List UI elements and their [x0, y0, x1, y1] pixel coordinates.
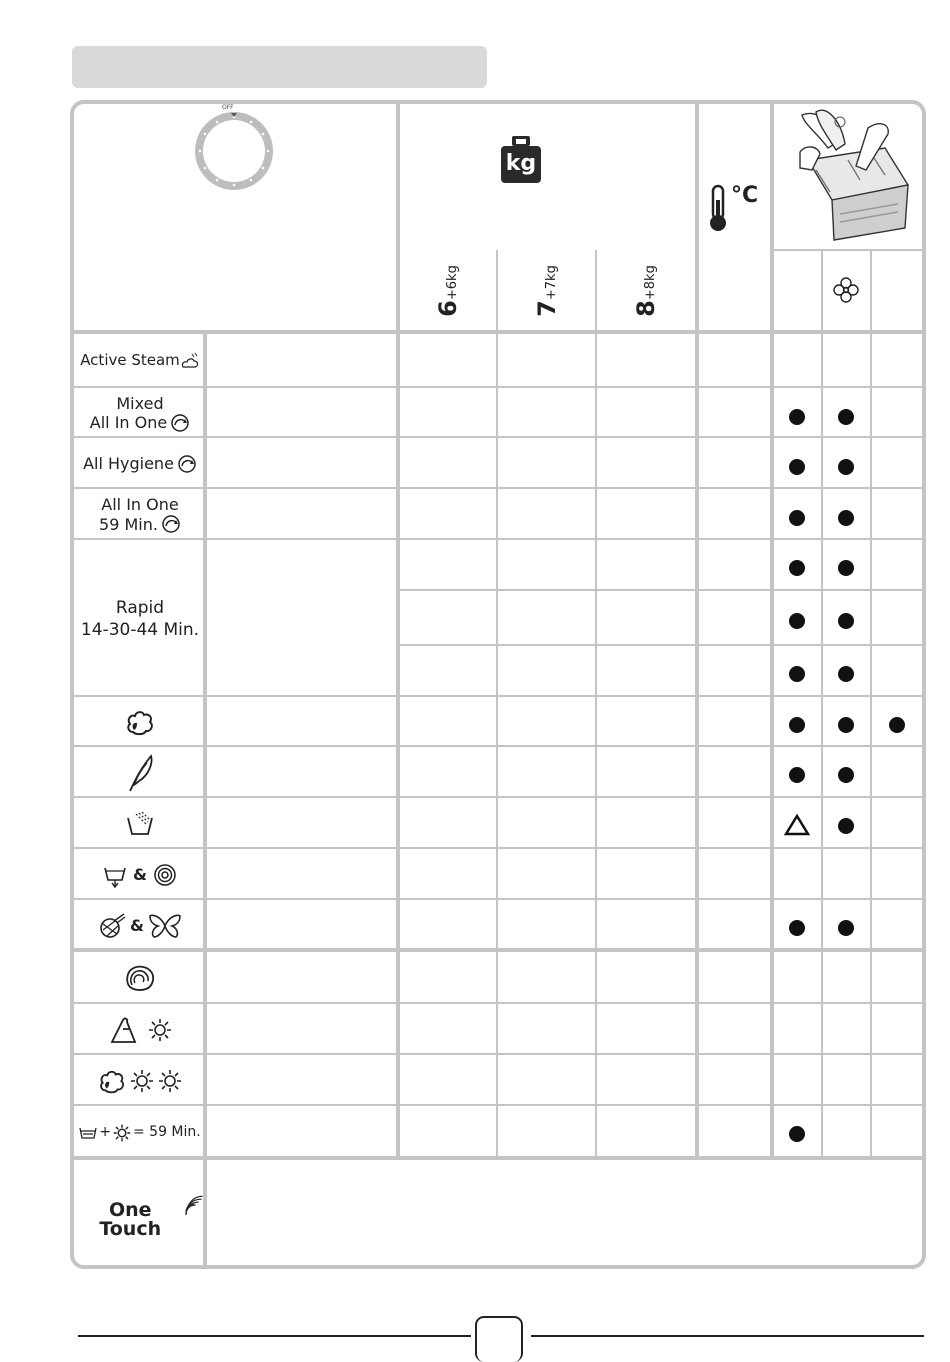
capacity-sub: +7kg: [544, 265, 559, 301]
temperature-label: °C: [731, 183, 759, 208]
detergent-mark-dot: [838, 510, 854, 526]
detergent-mark-dot: [838, 767, 854, 783]
aio59-line1: All In One: [101, 495, 179, 514]
detergent-mark-dot: [889, 717, 905, 733]
detergent-mark-dot: [838, 717, 854, 733]
page-number-box: [475, 1316, 523, 1362]
rinse-spin-ampersand: &: [133, 865, 147, 884]
detergent-mark-dot: [838, 409, 854, 425]
detergent-mark-dot: [789, 1126, 805, 1142]
footer-rule-right: [531, 1335, 924, 1337]
aio59-line2: 59 Min.: [99, 514, 158, 534]
detergent-mark-dot: [789, 613, 805, 629]
detergent-mark-dot: [838, 613, 854, 629]
rapid-line2: 14-30-44 Min.: [80, 619, 200, 640]
wash-dry-equals: = 59 Min.: [132, 1124, 201, 1140]
rapid-line1: Rapid: [115, 597, 165, 618]
wool-silk-ampersand: &: [130, 916, 144, 935]
dial-off-label: OFF: [222, 104, 234, 111]
detergent-mark-dot: [789, 920, 805, 936]
detergent-mark-dot: [789, 459, 805, 475]
detergent-mark-dot: [838, 920, 854, 936]
detergent-mark-dot: [838, 818, 854, 834]
detergent-mark-dot: [789, 666, 805, 682]
program-active-steam-label: Active Steam: [80, 351, 180, 369]
detergent-mark-dot: [838, 666, 854, 682]
detergent-mark-dot: [789, 409, 805, 425]
footer-rule-left: [78, 1335, 471, 1337]
kg-icon-label: kg: [505, 151, 537, 176]
capacity-main: 7: [533, 300, 561, 317]
mixed-line2: All In One: [89, 413, 168, 432]
detergent-mark-dot: [838, 459, 854, 475]
one-touch-label: One Touch: [99, 1199, 162, 1240]
detergent-mark-triangle: [786, 816, 808, 834]
capacity-sub: +6kg: [445, 265, 460, 301]
detergent-mark-dot: [789, 717, 805, 733]
wash-dry-plus: +: [99, 1124, 111, 1140]
detergent-mark-dot: [789, 510, 805, 526]
capacity-sub: +8kg: [643, 265, 658, 301]
mixed-line1: Mixed: [116, 393, 164, 413]
capacity-main: 8: [632, 300, 660, 317]
all-hygiene-label: All Hygiene: [83, 454, 174, 473]
detergent-mark-dot: [838, 560, 854, 576]
detergent-mark-dot: [789, 560, 805, 576]
capacity-main: 6: [434, 300, 462, 317]
detergent-mark-dot: [789, 767, 805, 783]
